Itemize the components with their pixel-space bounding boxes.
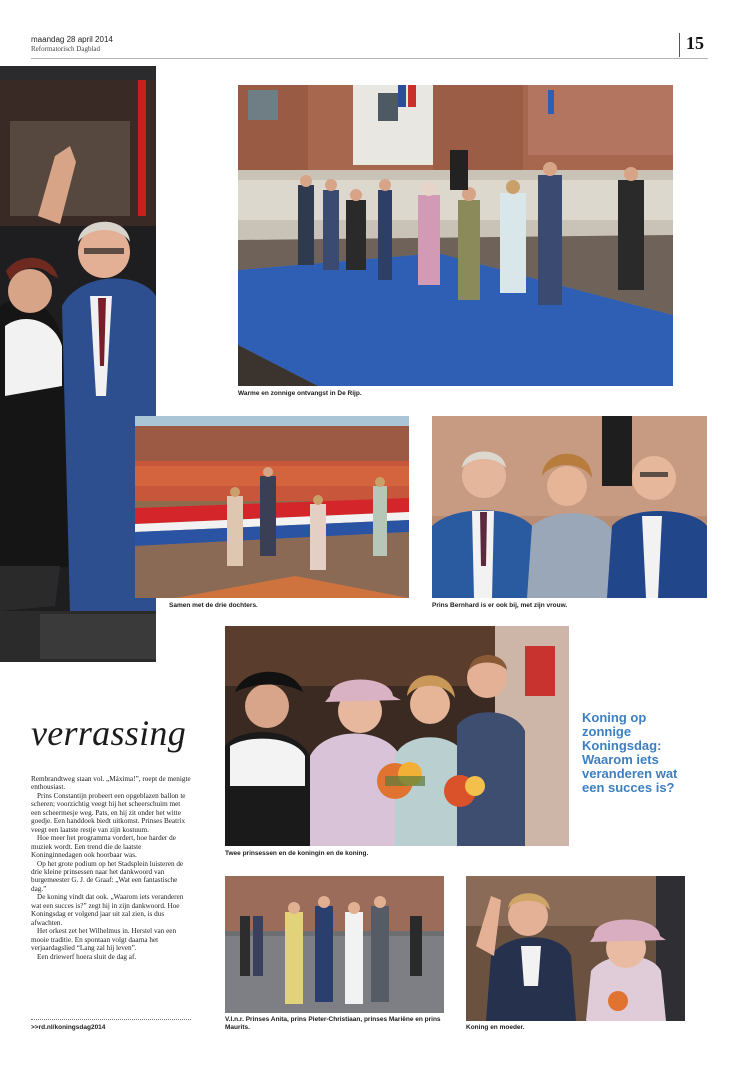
article-paragraph: Op het grote podium op het Stadsplein luisteren de drie kleine prinsessen naar het dankwoord van burgemeester G. J. de Graaf: „Wat een fantastische dag.” [31, 859, 184, 893]
caption-three-daughters: Samen met de drie dochters. [169, 602, 258, 609]
photo-king-and-mother [466, 876, 685, 1021]
article-divider [31, 1019, 191, 1020]
article-paragraph: Hoe meer het programma vordert, hoe harder de muziek wordt. Een trend die de laatste Koninginnedagen ook hoorbaar was. [31, 834, 176, 860]
article-paragraph: Rembrandtweg staan vol. „Máxima!”, roept de menigte enthousiast. [31, 775, 191, 792]
article-paragraph: De koning vindt dat ook. „Waarom iets veranderen wat een succes is?” zegt hij in zijn dankwoord. Hoe Koningsdag er volgend jaar uit zal zien, is dus afwachten. [31, 893, 184, 927]
caption-princesses-queen-king: Twee prinsessen en de koningin en de koning. [225, 850, 369, 857]
header-date: maandag 28 april 2014 [31, 35, 113, 44]
article-web-link[interactable]: >>rd.nl/koningsdag2014 [31, 1024, 106, 1031]
caption-prince-bernhard: Prins Bernhard is er ook bij, met zijn vrouw. [432, 602, 568, 609]
pull-quote: Koning op zonnige Koningsdag: Waarom iets veranderen wat een succes is? [582, 710, 678, 795]
header-publication: Reformatorisch Dagblad [31, 45, 101, 53]
photo-waving-couple [0, 66, 156, 662]
photo-welcome-de-rijp [238, 85, 673, 386]
photo-princesses-queen-king [225, 626, 569, 846]
article-body [31, 775, 191, 961]
photo-two-couples [225, 876, 444, 1013]
photo-three-daughters [135, 416, 409, 598]
article-paragraph: Een driewerf hoera sluit de dag af. [37, 952, 137, 961]
article-paragraph: Prins Constantijn probeert een opgeblazen ballon te scheren; voorzichtig veegt hij het scheerschuim met een scheermesje weg. Pats, en hij zit onder het witte goedje. Een handdoek biedt uitkomst. Prinses Beatrix veegt een laatste restje van zijn kostuum. [31, 791, 186, 834]
header-rule [31, 58, 708, 59]
photo-prince-bernhard [432, 416, 707, 598]
header-divider [679, 33, 680, 57]
article-paragraph: Het orkest zet het Wilhelmus in. Herstel van een mooie traditie. En spontaan volgt daarna het verjaardagslied “Lang zal hij leven”. [31, 927, 177, 953]
caption-king-and-mother: Koning en moeder. [466, 1024, 525, 1031]
caption-welcome-de-rijp: Warme en zonnige ontvangst in De Rijp. [238, 390, 362, 397]
page-number: 15 [686, 33, 704, 53]
caption-two-couples: V.l.n.r. Prinses Anita, prins Pieter-Christiaan, prinses Mariëne en prins Maurits. [225, 1016, 441, 1031]
article-headline: verrassing [31, 713, 186, 753]
